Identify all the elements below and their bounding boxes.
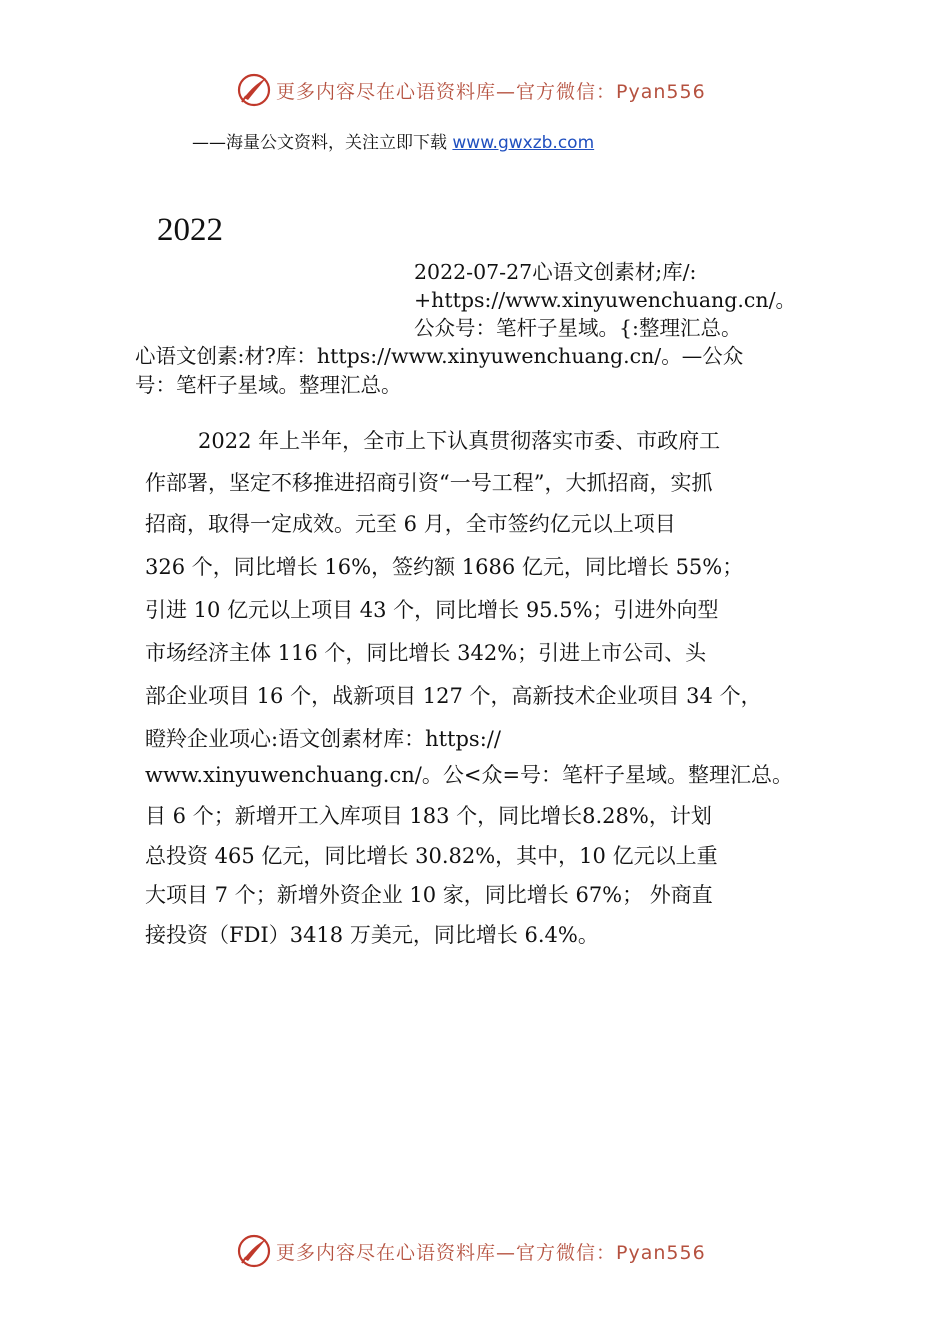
header-banner <box>236 72 706 108</box>
meta-line: 公众号：笔杆子星域。{:整理汇总。 <box>414 316 742 340</box>
banner-text: 更多内容尽在心语资料库—官方微信：Pyan556 <box>276 80 706 103</box>
body-line: 大项目 7 个；新增外资企业 10 家，同比增长 67%； 外商直 <box>145 883 713 907</box>
body-line: 市场经济主体 116 个，同比增长 342%；引进上市公司、头 <box>145 641 707 665</box>
body-line: 部企业项目 16 个，战新项目 127 个，高新技术企业项目 34 个， <box>145 684 762 708</box>
body-line: 目 6 个；新增开工入库项目 183 个，同比增长8.28%，计划 <box>145 804 712 828</box>
quill-logo-icon <box>236 72 272 108</box>
body-line: 2022 年上半年，全市上下认真贯彻落实市委、市政府工 <box>198 429 721 453</box>
download-link[interactable]: www.gwxzb.com <box>452 133 595 153</box>
meta-line: +https://www.xinyuwenchuang.cn/。 <box>414 288 796 312</box>
body-line: 接投资（FDI）3418 万美元，同比增长 6.4%。 <box>145 923 599 947</box>
meta-line: 2022-07-27心语文创素材;库/: <box>414 260 697 284</box>
banner-text: 更多内容尽在心语资料库—官方微信：Pyan556 <box>276 1241 706 1264</box>
year-heading: 2022 <box>157 212 223 248</box>
body-line: www.xinyuwenchuang.cn/。公<众=号：笔杆子星域。整理汇总。 <box>145 763 794 787</box>
subline-text: ——海量公文资料，关注立即下载 <box>192 133 453 153</box>
body-line: 引进 10 亿元以上项目 43 个，同比增长 95.5%；引进外向型 <box>145 598 719 622</box>
watermark-line: 号：笔杆子星域。整理汇总。 <box>135 373 402 397</box>
body-line: 招商，取得一定成效。元至 6 月，全市签约亿元以上项目 <box>145 512 676 536</box>
quill-logo-icon <box>236 1233 272 1269</box>
download-subline <box>192 128 594 153</box>
body-line: 总投资 465 亿元，同比增长 30.82%，其中，10 亿元以上重 <box>145 844 718 868</box>
watermark-line: 心语文创素:材?库：https://www.xinyuwenchuang.cn/。—公众 <box>135 344 744 368</box>
body-line: 326 个，同比增长 16%，签约额 1686 亿元，同比增长 55%； <box>145 555 744 579</box>
body-line: 瞪羚企业项心:语文创素材库：https:// <box>145 727 501 751</box>
footer-banner <box>236 1233 706 1269</box>
body-line: 作部署，坚定不移推进招商引资“一号工程”，大抓招商，实抓 <box>145 471 713 495</box>
